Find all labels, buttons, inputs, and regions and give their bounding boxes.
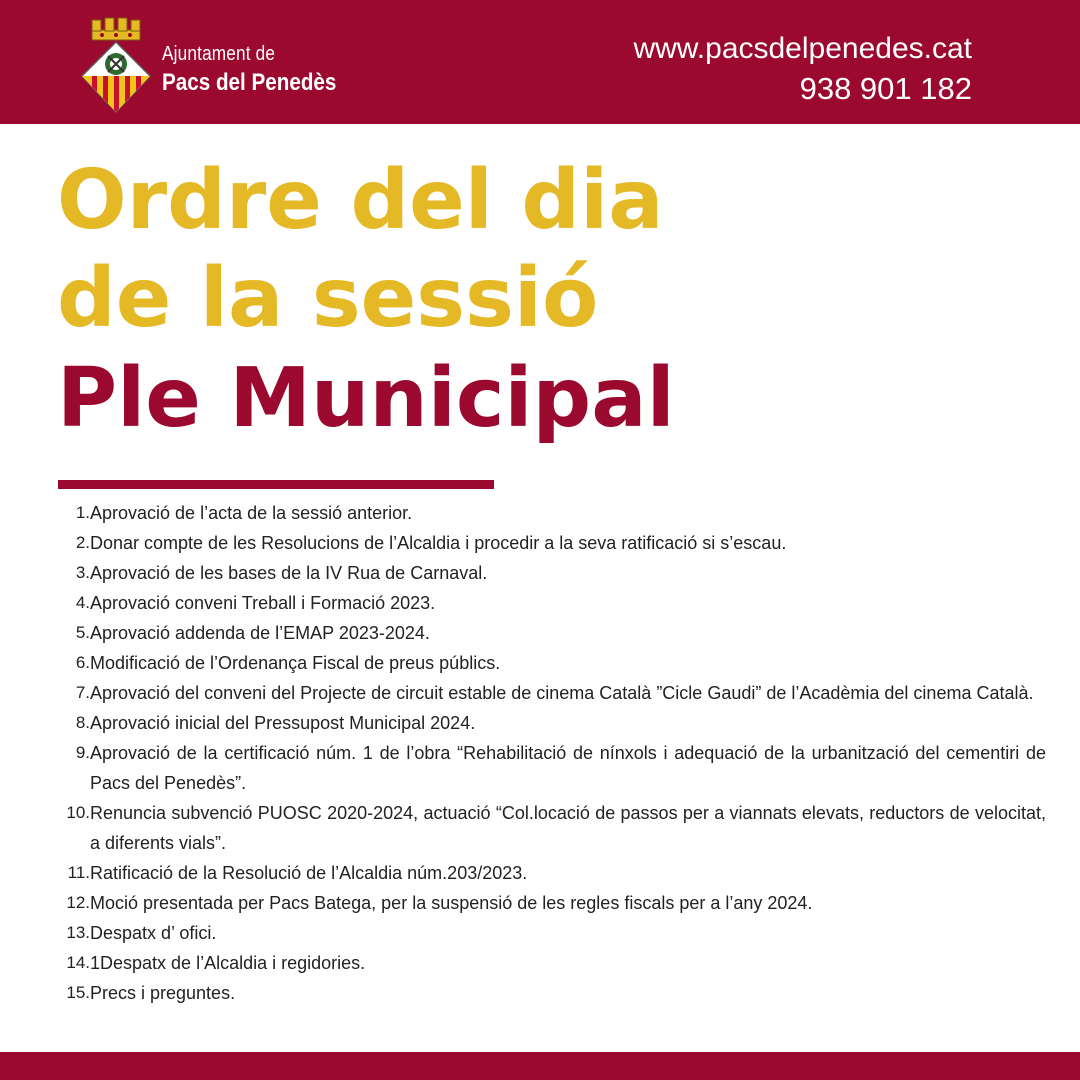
agenda-text: Aprovació de l’acta de la sessió anterior. [90, 503, 413, 523]
agenda-number: 14. [66, 953, 90, 972]
agenda-item-6 [60, 648, 1046, 678]
agenda-item-10 [60, 798, 1046, 858]
agenda-text: Moció presentada per Pacs Batega, per la suspensió de les regles fiscals per a l’any 2024. [90, 893, 813, 913]
agenda-text: Aprovació addenda de l’EMAP 2023-2024. [90, 623, 430, 643]
agenda-number: 13. [66, 923, 90, 942]
org-line1: Ajuntament de [162, 43, 276, 65]
agenda-item-8 [60, 708, 1046, 738]
agenda-number: 8. [75, 713, 90, 732]
agenda-text: Ratificació de la Resolució de l’Alcaldia núm.203/2023. [90, 863, 528, 883]
agenda-item-11 [60, 858, 1046, 888]
agenda-number: 12. [66, 893, 90, 912]
agenda-item-15 [60, 978, 1046, 1008]
phone-number: 938 901 182 [799, 71, 972, 106]
agenda-number: 7. [75, 683, 90, 702]
agenda-item-7 [60, 678, 1046, 708]
agenda-number: 10. [66, 803, 90, 822]
agenda-item-12 [60, 888, 1046, 918]
agenda-text: Despatx d’ ofici. [90, 923, 217, 943]
agenda-number: 1. [75, 503, 90, 522]
organization-name [162, 44, 365, 95]
org-line2: Pacs del Penedès [162, 69, 337, 96]
agenda-item-5 [60, 618, 1046, 648]
agenda-number: 5. [75, 623, 90, 642]
agenda-item-14 [60, 948, 1046, 978]
agenda-number: 2. [75, 533, 90, 552]
page-title [57, 153, 675, 446]
agenda-item-9 [60, 738, 1046, 798]
agenda-item-13 [60, 918, 1046, 948]
agenda-text: Aprovació conveni Treball i Formació 2023. [90, 593, 436, 613]
agenda-text: Precs i preguntes. [90, 983, 236, 1003]
website-link[interactable]: www.pacsdelpenedes.cat [633, 32, 972, 65]
agenda-text: Aprovació inicial del Pressupost Municipal 2024. [90, 713, 476, 733]
agenda-number: 4. [75, 593, 90, 612]
agenda-item-2 [60, 528, 1046, 558]
divider [58, 480, 494, 489]
contact-info [633, 30, 972, 110]
municipal-crest-icon [78, 12, 154, 116]
agenda-item-1 [60, 498, 1046, 528]
agenda-list [60, 498, 1046, 1008]
agenda-text: Aprovació del conveni del Projecte de circuit estable de cinema Català ”Cicle Gaudi” de l’Acadèmia del cinema Català. [90, 683, 1034, 703]
agenda-number: 15. [66, 983, 90, 1002]
agenda-item-4 [60, 588, 1046, 618]
agenda-number: 11. [67, 863, 90, 882]
title-line1: Ordre del dia [57, 153, 664, 248]
agenda-text: Renuncia subvenció PUOSC 2020-2024, actuació “Col.locació de passos per a viannats elevats, reductors de velocitat, a diferents vials”. [90, 803, 1046, 853]
header-bar [0, 0, 1080, 124]
agenda-text: Modificació de l’Ordenança Fiscal de preus públics. [90, 653, 501, 673]
agenda-text: Donar compte de les Resolucions de l’Alcaldia i procedir a la seva ratificació si s’escau. [90, 533, 787, 553]
agenda-text: Aprovació de les bases de la IV Rua de Carnaval. [90, 563, 488, 583]
title-line2: de la sessió [57, 251, 599, 346]
agenda-number: 9. [75, 743, 90, 762]
agenda-item-3 [60, 558, 1046, 588]
agenda-text: 1Despatx de l’Alcaldia i regidories. [90, 953, 366, 973]
title-line3: Ple Municipal [57, 351, 675, 446]
footer-bar [0, 1052, 1080, 1080]
agenda-number: 6. [75, 653, 90, 672]
agenda-text: Aprovació de la certificació núm. 1 de l’obra “Rehabilitació de nínxols i adequació de la urbanització del cementiri de Pacs del Penedès”. [90, 743, 1046, 793]
agenda-number: 3. [75, 563, 90, 582]
